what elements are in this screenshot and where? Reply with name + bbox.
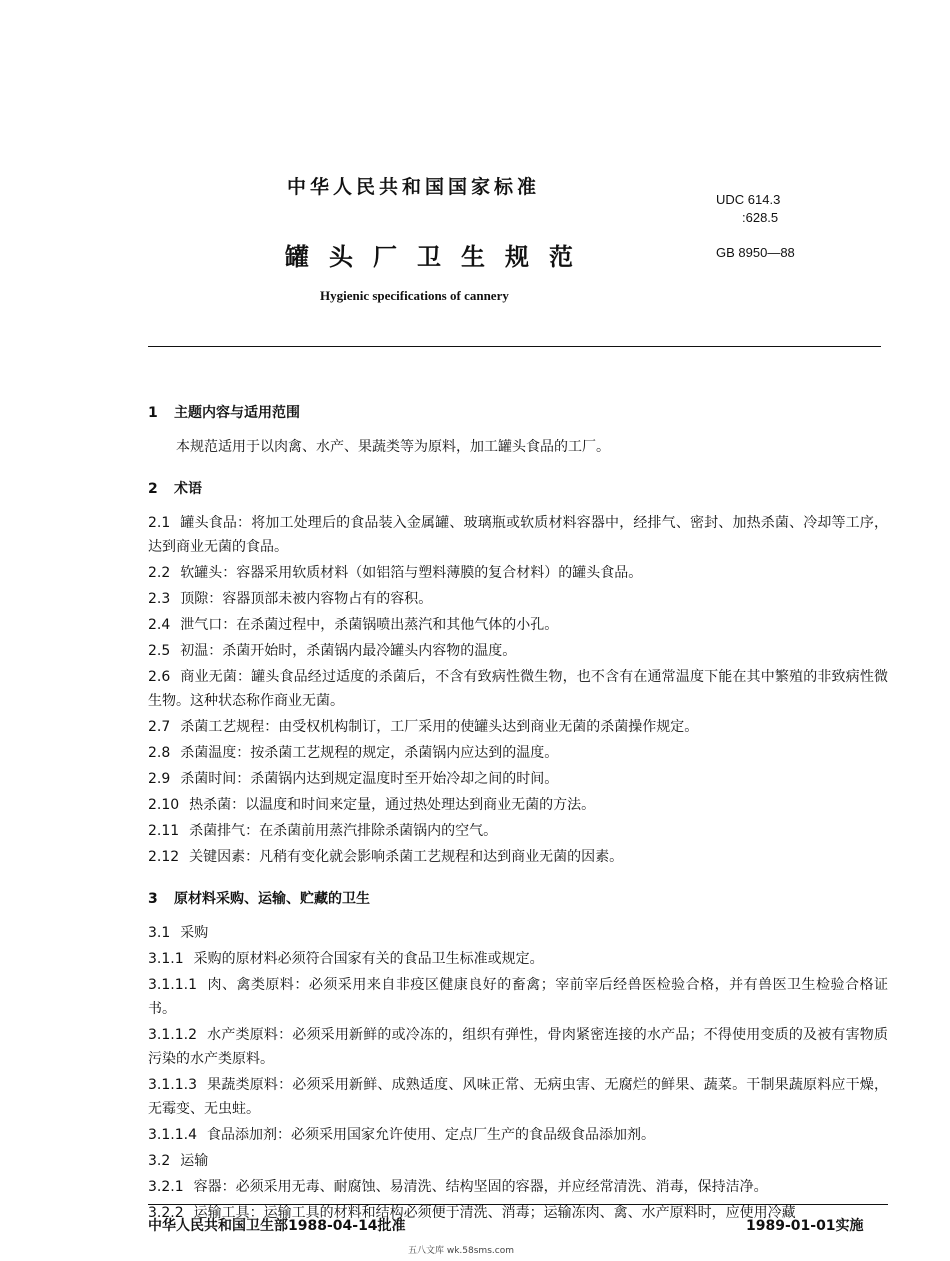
clause-number: 2.12 (148, 849, 180, 865)
clause-text: 容器：必须采用无毒、耐腐蚀、易清洗、结构坚固的容器，并应经常清洗、消毒，保持洁净。 (193, 1179, 768, 1195)
clause-text: 杀菌工艺规程：由受权机构制订，工厂采用的使罐头达到商业无菌的杀菌操作规定。 (180, 719, 699, 735)
clause-paragraph (148, 435, 888, 459)
clause-text: 采购 (180, 925, 209, 941)
clause-text: 顶隙：容器顶部未被内容物占有的容积。 (180, 591, 433, 607)
clause-text: 关键因素：凡稍有变化就会影响杀菌工艺规程和达到商业无菌的因素。 (189, 849, 624, 865)
section-heading (148, 477, 888, 501)
clause-text: 本规范适用于以肉禽、水产、果蔬类等为原料，加工罐头食品的工厂。 (176, 439, 610, 455)
clause-paragraph (148, 1023, 888, 1071)
section-heading (148, 887, 888, 911)
clause-text: 软罐头：容器采用软质材料（如铝箔与塑料薄膜的复合材料）的罐头食品。 (180, 565, 643, 581)
english-subtitle: Hygienic specifications of cannery (320, 288, 509, 303)
section-heading (148, 401, 888, 425)
section-number: 3 (148, 891, 158, 907)
clause-text: 商业无菌：罐头食品经过适度的杀菌后，不含有致病性微生物，也不含有在通常温度下能在其中繁殖的非致病性微生物。这种状态称作商业无菌。 (148, 669, 888, 709)
clause-text: 肉、禽类原料：必须采用来自非疫区健康良好的畜禽；宰前宰后经兽医检验合格，并有兽医卫生检验合格证书。 (148, 977, 888, 1017)
clause-number: 3.2.2 (148, 1205, 184, 1221)
clause-number: 3.1.1.2 (148, 1027, 197, 1043)
clause-paragraph (148, 819, 888, 843)
clause-text: 杀菌排气：在杀菌前用蒸汽排除杀菌锅内的空气。 (189, 823, 498, 839)
clause-paragraph (148, 845, 888, 869)
clause-number: 3.1.1 (148, 951, 184, 967)
section-gap (148, 871, 888, 881)
section-number: 2 (148, 481, 158, 497)
document-title: 罐头厂卫生规范 (285, 243, 593, 271)
clause-paragraph (148, 715, 888, 739)
top-divider (148, 346, 881, 347)
clause-number: 2.7 (148, 719, 171, 735)
clause-number: 2.3 (148, 591, 171, 607)
clause-number: 2.5 (148, 643, 171, 659)
clause-text: 罐头食品：将加工处理后的食品装入金属罐、玻璃瓶或软质材料容器中，经排气、密封、加热杀菌、冷却等工序，达到商业无菌的食品。 (148, 515, 888, 555)
clause-number: 2.9 (148, 771, 171, 787)
clause-paragraph (148, 973, 888, 1021)
clause-text: 泄气口：在杀菌过程中，杀菌锅喷出蒸汽和其他气体的小孔。 (180, 617, 559, 633)
clause-paragraph (148, 665, 888, 713)
clause-paragraph (148, 793, 888, 817)
udc-subcode: :628.5 (742, 210, 779, 225)
document-body (148, 395, 888, 1237)
clause-text: 采购的原材料必须符合国家有关的食品卫生标准或规定。 (193, 951, 544, 967)
clause-text: 杀菌时间：杀菌锅内达到规定温度时至开始冷却之间的时间。 (180, 771, 559, 787)
implementation-date: 1989-01-01实施 (746, 1218, 864, 1234)
clause-text: 运输 (180, 1153, 209, 1169)
clause-number: 2.8 (148, 745, 171, 761)
clause-text: 热杀菌：以温度和时间来定量，通过热处理达到商业无菌的方法。 (189, 797, 596, 813)
clause-number: 2.6 (148, 669, 171, 685)
clause-paragraph (148, 1175, 888, 1199)
clause-paragraph (148, 511, 888, 559)
clause-paragraph (148, 587, 888, 611)
clause-number: 3.1.1.3 (148, 1077, 197, 1093)
clause-paragraph (148, 741, 888, 765)
clause-paragraph (148, 561, 888, 585)
clause-paragraph (148, 947, 888, 971)
bottom-divider (148, 1204, 888, 1205)
gb-standard-number: GB 8950—88 (716, 245, 795, 260)
country-standard-heading: 中华人民共和国国家标准 (287, 176, 541, 198)
section-title: 原材料采购、运输、贮藏的卫生 (174, 891, 370, 907)
clause-text: 初温：杀菌开始时，杀菌锅内最冷罐头内容物的温度。 (180, 643, 517, 659)
clause-text: 果蔬类原料：必须采用新鲜、成熟适度、风味正常、无病虫害、无腐烂的鲜果、蔬菜。干制果蔬原料应干燥，无霉变、无虫蛀。 (148, 1077, 888, 1117)
clause-text: 食品添加剂：必须采用国家允许使用、定点厂生产的食品级食品添加剂。 (206, 1127, 655, 1143)
section-title: 术语 (174, 481, 202, 497)
clause-number: 2.2 (148, 565, 171, 581)
clause-number: 2.11 (148, 823, 180, 839)
clause-paragraph (148, 921, 888, 945)
section-title: 主题内容与适用范围 (174, 405, 300, 421)
clause-paragraph (148, 767, 888, 791)
approval-statement: 中华人民共和国卫生部1988-04-14批准 (148, 1218, 406, 1234)
clause-paragraph (148, 1073, 888, 1121)
clause-number: 2.10 (148, 797, 180, 813)
clause-number: 2.1 (148, 515, 171, 531)
clause-paragraph (148, 613, 888, 637)
clause-paragraph (148, 1123, 888, 1147)
clause-number: 2.4 (148, 617, 171, 633)
clause-number: 3.2 (148, 1153, 171, 1169)
clause-number: 3.2.1 (148, 1179, 184, 1195)
clause-number: 3.1.1.1 (148, 977, 197, 993)
section-gap (148, 461, 888, 471)
watermark-text: 五八文库 wk.58sms.com (408, 1246, 514, 1256)
clause-number: 3.1.1.4 (148, 1127, 197, 1143)
clause-paragraph (148, 639, 888, 663)
clause-text: 运输工具：运输工具的材料和结构必须便于清洗、消毒；运输冻肉、禽、水产原料时，应使用冷藏 (193, 1205, 796, 1221)
clause-paragraph (148, 1149, 888, 1173)
section-number: 1 (148, 405, 158, 421)
clause-text: 水产类原料：必须采用新鲜的或冷冻的，组织有弹性，骨肉紧密连接的水产品；不得使用变质的及被有害物质污染的水产类原料。 (148, 1027, 888, 1067)
clause-text: 杀菌温度：按杀菌工艺规程的规定，杀菌锅内应达到的温度。 (180, 745, 559, 761)
udc-code: UDC 614.3 (716, 192, 781, 207)
clause-number: 3.1 (148, 925, 171, 941)
